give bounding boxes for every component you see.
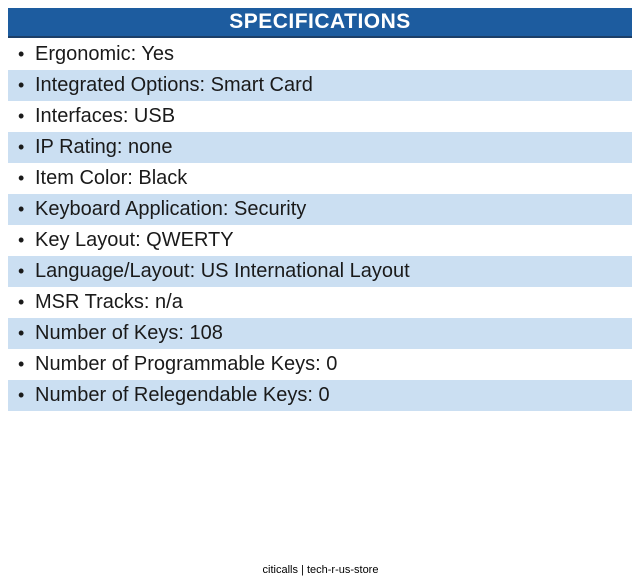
footer: [0, 564, 641, 576]
spec-row-relegendable-keys: [8, 380, 632, 411]
bullet-icon: •: [18, 44, 25, 64]
footer-store-text: citicalls | tech-r-us-store: [262, 564, 379, 576]
specifications-title: SPECIFICATIONS: [229, 10, 411, 33]
bullet-icon: •: [18, 323, 25, 343]
spec-text: Language/Layout: US International Layout: [35, 260, 410, 282]
spec-text: Number of Keys: 108: [35, 322, 223, 344]
bullet-icon: •: [18, 354, 25, 374]
specifications-rows: [8, 39, 632, 411]
spec-text: Number of Programmable Keys: 0: [35, 353, 338, 375]
spec-text: Keyboard Application: Security: [35, 198, 307, 220]
bullet-icon: •: [18, 292, 25, 312]
bullet-icon: •: [18, 137, 25, 157]
spec-row-programmable-keys: [8, 349, 632, 380]
spec-row-ergonomic: [8, 39, 632, 70]
bullet-icon: •: [18, 199, 25, 219]
spec-row-key-layout: [8, 225, 632, 256]
bullet-icon: •: [18, 261, 25, 281]
specifications-table: [8, 8, 632, 411]
bullet-icon: •: [18, 168, 25, 188]
spec-text: Interfaces: USB: [35, 105, 176, 127]
spec-text: Key Layout: QWERTY: [35, 229, 234, 251]
specifications-header: [8, 8, 632, 38]
bullet-icon: •: [18, 385, 25, 405]
spec-row-keyboard-application: [8, 194, 632, 225]
spec-row-language-layout: [8, 256, 632, 287]
bullet-icon: •: [18, 75, 25, 95]
spec-text: Integrated Options: Smart Card: [35, 74, 313, 96]
spec-text: Number of Relegendable Keys: 0: [35, 384, 330, 406]
bullet-icon: •: [18, 106, 25, 126]
spec-row-interfaces: [8, 101, 632, 132]
spec-row-integrated-options: [8, 70, 632, 101]
spec-text: MSR Tracks: n/a: [35, 291, 183, 313]
spec-text: Item Color: Black: [35, 167, 188, 189]
spec-text: Ergonomic: Yes: [35, 43, 174, 65]
spec-row-item-color: [8, 163, 632, 194]
spec-row-ip-rating: [8, 132, 632, 163]
spec-text: IP Rating: none: [35, 136, 173, 158]
bullet-icon: •: [18, 230, 25, 250]
spec-row-msr-tracks: [8, 287, 632, 318]
spec-row-number-of-keys: [8, 318, 632, 349]
